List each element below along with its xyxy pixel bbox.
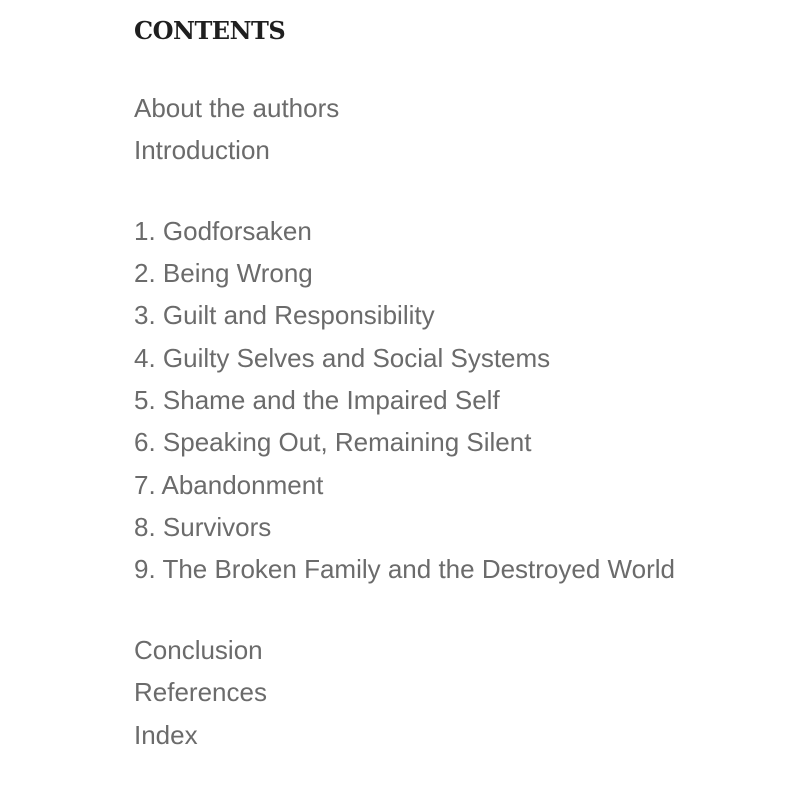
toc-item-chapter-3[interactable]: 3. Guilt and Responsibility — [134, 300, 435, 330]
toc-item-introduction[interactable]: Introduction — [134, 135, 270, 165]
toc-item-chapter-6[interactable]: 6. Speaking Out, Remaining Silent — [134, 427, 532, 457]
toc-item-chapter-1[interactable]: 1. Godforsaken — [134, 216, 312, 246]
contents-heading: CONTENTS — [134, 16, 286, 45]
toc-item-chapter-2[interactable]: 2. Being Wrong — [134, 258, 313, 288]
toc-item-chapter-4[interactable]: 4. Guilty Selves and Social Systems — [134, 343, 551, 373]
toc-item-about-authors[interactable]: About the authors — [134, 93, 340, 123]
toc-item-chapter-9[interactable]: 9. The Broken Family and the Destroyed World — [134, 554, 675, 584]
toc-item-chapter-5[interactable]: 5. Shame and the Impaired Self — [134, 385, 500, 415]
toc-item-index[interactable]: Index — [134, 720, 198, 750]
toc-item-chapter-8[interactable]: 8. Survivors — [134, 512, 272, 542]
toc-item-conclusion[interactable]: Conclusion — [134, 635, 263, 665]
toc-item-references[interactable]: References — [134, 677, 267, 707]
toc-item-chapter-7[interactable]: 7. Abandonment — [134, 470, 324, 500]
